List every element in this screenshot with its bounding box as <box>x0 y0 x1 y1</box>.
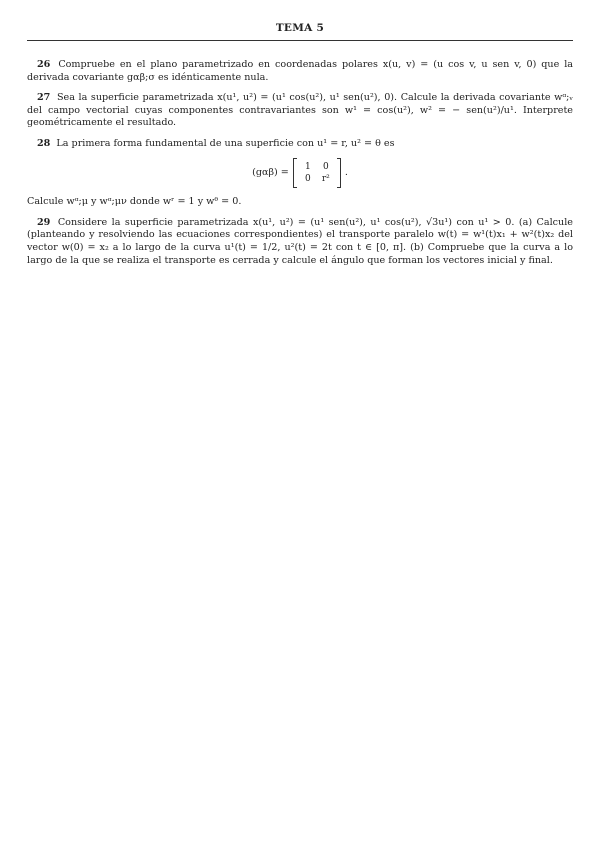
exercise-text: Considere la superficie parametrizada x(u¹, u²) = (u¹ sen(u²), u¹ cos(u²), √3u¹) con u¹ > 0. (a) Calcule (planteando y resolviendo las ecuaciones correspondientes) el transporte paralelo w(t) = w¹(t)x₁ + w²(t)x₂ del vector w(0) = x₂ a lo largo de la curva u¹(t) = 1/2, u²(t) = 2t con t ∈ [0, π]. (b) Compruebe que la curva a lo largo de la que se realiza el transporte es cerrada y calcule el ángulo que forman los vectores inicial y final. <box>27 216 573 266</box>
document-page <box>27 22 573 275</box>
matrix-end: . <box>344 166 348 178</box>
exercise-number: 27 <box>37 92 51 104</box>
exercise-number: 29 <box>37 216 51 228</box>
exercise-text: La primera forma fundamental de una superficie con u¹ = r, u² = θ es <box>56 138 395 150</box>
exercise-text: Sea la superficie parametrizada x(u¹, u²) = (u¹ cos(u²), u¹ sen(u²), 0). Calcule la derivada covariante wᵅ;ᵥ del campo vectorial cuyas componentes contravariantes son w¹ = cos(u²), w² = − sen(u²)/u¹. Interprete geométricamente el resultado. <box>27 92 573 129</box>
first-fundamental-form <box>27 159 573 187</box>
exercise-text: Calcule wᵅ;μ y wᵅ;μν donde wʳ = 1 y wᶿ = 0. <box>27 196 242 208</box>
page-header <box>27 22 573 41</box>
matrix-cell: 1 <box>304 161 311 172</box>
exercise-28-question <box>27 196 573 209</box>
metric-matrix <box>293 159 341 187</box>
matrix-cell: 0 <box>322 161 329 172</box>
exercise-number: 28 <box>37 138 51 150</box>
header-title: TEMA 5 <box>275 22 325 34</box>
exercise-number: 26 <box>37 58 51 70</box>
exercise-27 <box>27 92 573 130</box>
exercise-29 <box>27 217 573 268</box>
exercise-text: Compruebe en el plano parametrizado en coordenadas polares x(u, v) = (u cos v, u sen v, 0) que la derivada covariante gαβ;σ es idénticamente nula. <box>27 58 573 83</box>
exercise-26 <box>27 59 573 84</box>
matrix-cell: 0 <box>304 173 311 184</box>
matrix-label: (gαβ) = <box>252 166 289 178</box>
exercise-28 <box>27 138 573 151</box>
matrix-cell: r² <box>321 173 330 184</box>
